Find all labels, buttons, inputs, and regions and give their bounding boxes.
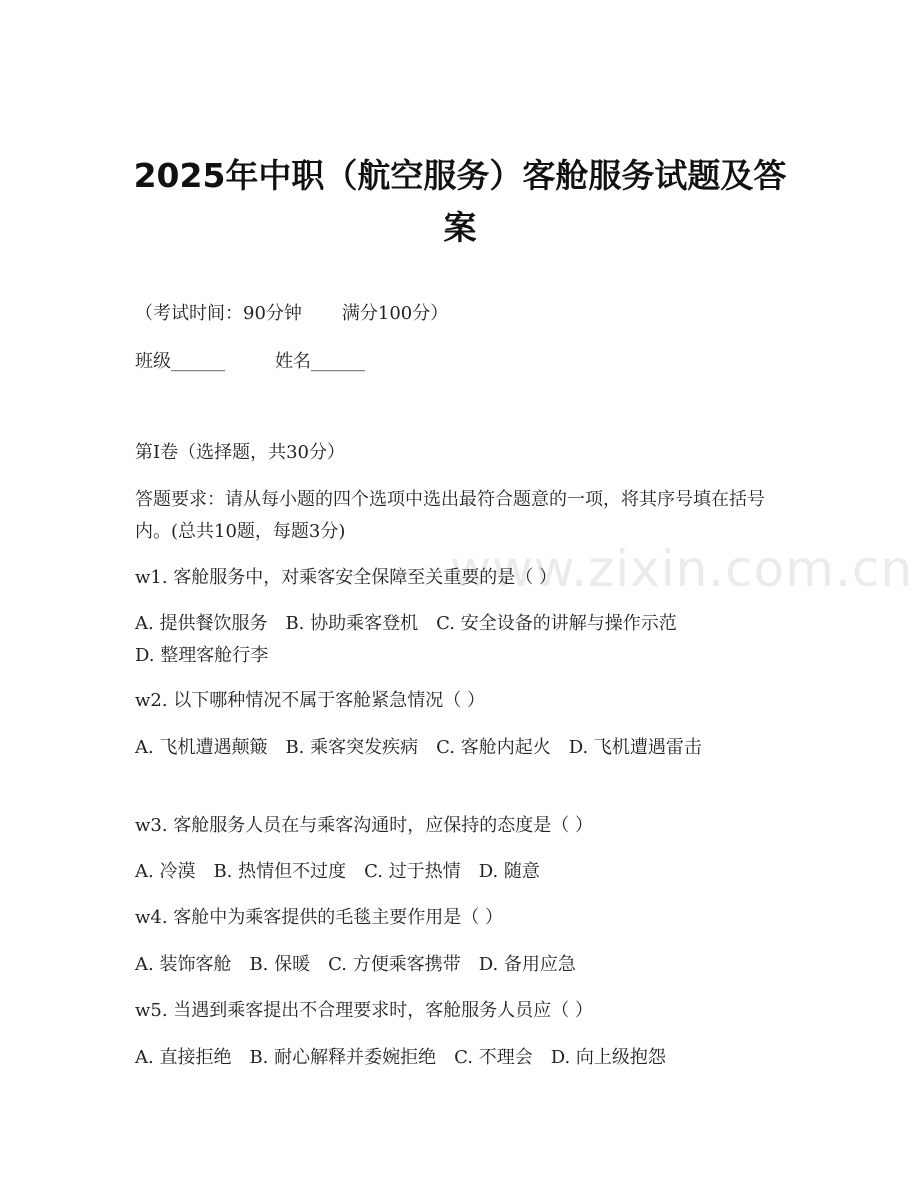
option-a: A. 提供餐饮服务 bbox=[135, 613, 268, 634]
question-2-options bbox=[135, 732, 775, 764]
section-instructions: 答题要求：请从每小题的四个选项中选出最符合题意的一项，将其序号填在括号内。(总共10题，每题3分) bbox=[135, 489, 765, 542]
option-c: C. 过于热情 bbox=[364, 861, 461, 882]
option-b: B. 协助乘客登机 bbox=[285, 613, 419, 634]
option-b: B. 耐心解释并委婉拒绝 bbox=[249, 1047, 437, 1068]
option-c: C. 安全设备的讲解与操作示范 bbox=[436, 613, 677, 634]
option-a: A. 飞机遭遇颠簸 bbox=[135, 737, 268, 758]
option-d: D. 飞机遭遇雷击 bbox=[568, 737, 702, 758]
option-b: B. 乘客突发疾病 bbox=[285, 737, 419, 758]
option-d: D. 随意 bbox=[478, 861, 540, 882]
option-a: A. 冷漠 bbox=[135, 861, 196, 882]
option-b: B. 热情但不过度 bbox=[213, 861, 347, 882]
question-5: w5. 当遇到乘客提出不合理要求时，客舱服务人员应（ ） bbox=[135, 1000, 594, 1021]
option-a: A. 装饰客舱 bbox=[135, 954, 232, 975]
question-4-options bbox=[135, 949, 576, 981]
question-5-options bbox=[135, 1042, 666, 1074]
question-3: w3. 客舱服务人员在与乘客沟通时，应保持的态度是（ ） bbox=[135, 815, 594, 836]
option-c: C. 不理会 bbox=[454, 1047, 533, 1068]
option-c: C. 客舱内起火 bbox=[436, 737, 551, 758]
question-1: w1. 客舱服务中，对乘客安全保障至关重要的是（ ） bbox=[135, 567, 558, 588]
question-3-options bbox=[135, 856, 540, 888]
option-d: D. 向上级抱怨 bbox=[550, 1047, 666, 1068]
student-fields bbox=[135, 346, 365, 378]
option-d: D. 备用应急 bbox=[478, 954, 576, 975]
exam-time: （考试时间：90分钟 bbox=[135, 303, 302, 324]
exam-score: 满分100分） bbox=[341, 303, 449, 324]
section-heading: 第I卷（选择题，共30分） bbox=[135, 442, 346, 463]
question-4: w4. 客舱中为乘客提供的毛毯主要作用是（ ） bbox=[135, 907, 504, 928]
watermark: www.zixin.com.cn bbox=[450, 540, 914, 598]
name-field: 姓名______ bbox=[275, 351, 365, 372]
option-d: D. 整理客舱行李 bbox=[135, 645, 269, 666]
document-title: 2025年中职（航空服务）客舱服务试题及答案 bbox=[133, 156, 787, 247]
exam-info bbox=[135, 298, 448, 330]
option-c: C. 方便乘客携带 bbox=[328, 954, 461, 975]
class-field: 班级______ bbox=[135, 351, 225, 372]
question-2: w2. 以下哪种情况不属于客舱紧急情况（ ） bbox=[135, 690, 486, 711]
option-a: A. 直接拒绝 bbox=[135, 1047, 232, 1068]
option-b: B. 保暖 bbox=[249, 954, 311, 975]
question-1-options bbox=[135, 608, 775, 672]
